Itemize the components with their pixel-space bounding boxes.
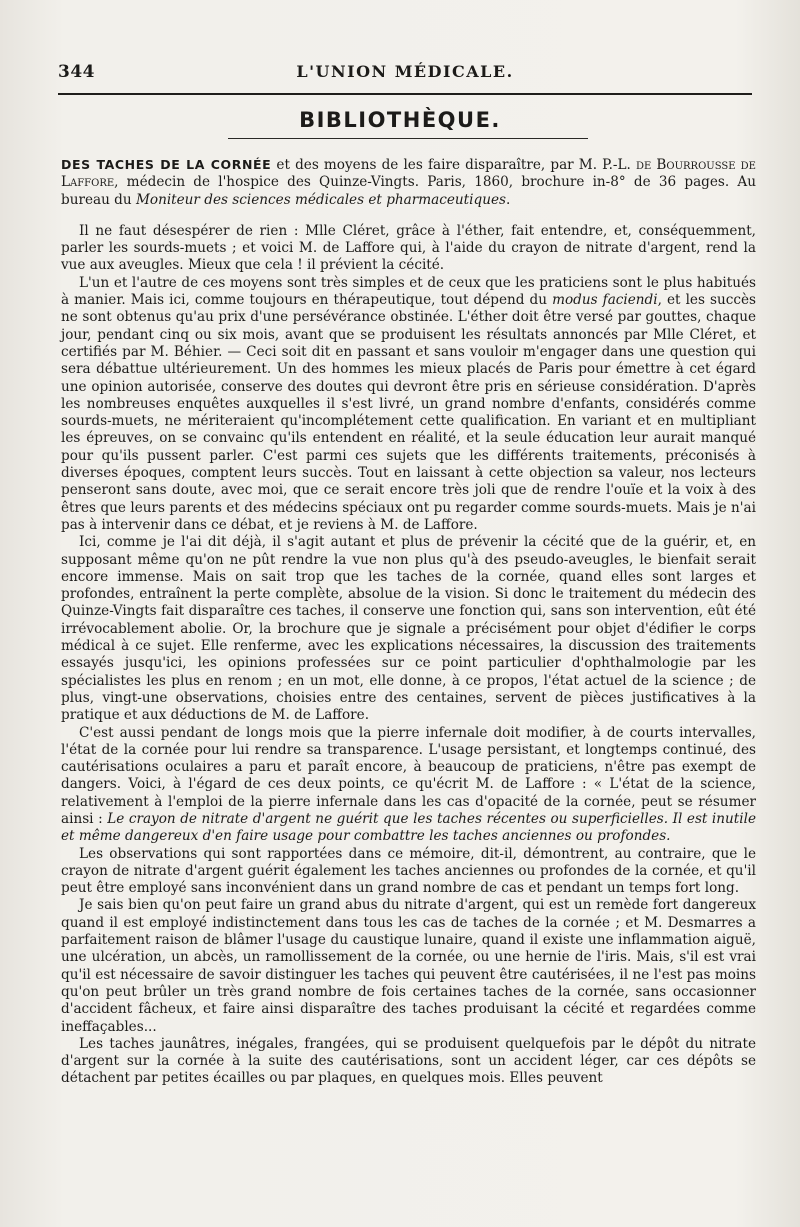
article-body <box>61 156 756 1088</box>
paragraph-text: , et les succès ne sont obtenus qu'au prix d'une persévérance obstinée. L'éther doit être versé par gouttes, chaque jour, pendant cinq ou six mois, avant que se produisent les résultats annoncés par Mlle Cléret, et certifiés par M. Béhier. — Ceci soit dit en passant et sans vouloir m'engager dans une question qui sera débattue ultérieurement. Un des hommes les mieux placés de Paris pour émettre à cet égard une opinion autorisée, conserve des doutes qui devront être pris en sérieuse considération. D'après les nombreuses enquêtes auxquelles il s'est livré, un grand nombre d'enfants, considérés comme sourds-muets, ne mériteraient qu'incomplétement cette qualification. En variant et en multipliant les épreuves, on se convainc qu'ils entendent en réalité, et la seule éducation leur aurait manqué pour qu'ils pussent parler. C'est parmi ces sujets que les différents traitements, préconisés à diverses époques, comptent leurs succès. Tout en laissant à cette objection sa valeur, nos lecteurs penseront sans doute, avec moi, que ce serait encore très joli que de rendre l'ouïe et la voix à des êtres que leurs parents et des médecins spéciaux ont pu regarder comme sourds-muets. Mais je n'ai pas à intervenir dans ce débat, et je reviens à M. de Laffore. <box>61 292 757 533</box>
paragraph: Les taches jaunâtres, inégales, frangées, qui se produisent quelquefois par le dépôt du nitrate d'argent sur la cornée à la suite des cautérisations, sont un accident léger, car ces dépôts se détachent par petites écailles ou par plaques, en quelques mois. Elles peuvent <box>61 1035 756 1087</box>
paragraph <box>61 725 756 846</box>
reference-text: et des moyens de les faire disparaître, par M. <box>271 157 603 173</box>
paragraph-text: L'un et l'autre de ces moyens sont très simples et de ceux que les praticiens sont le plus habitués à manier. Mais ici, comme toujours en thérapeutique, tout dépend du <box>61 274 756 309</box>
reference-title: DES TACHES DE LA CORNÉE <box>61 157 272 172</box>
reference-journal: Moniteur des sciences médicales et pharmaceutiques <box>135 191 506 208</box>
paragraph: Les observations qui sont rapportées dans ce mémoire, dit-il, démontrent, au contraire, que le crayon de nitrate d'argent guérit également les taches anciennes ou profondes de la cornée, et qu'il peut être employé sans inconvénient dans un grand nombre de cas et pendant un temps fort long. <box>61 845 756 897</box>
page-number: 344 <box>58 62 95 82</box>
running-head: L'UNION MÉDICALE. <box>296 62 514 81</box>
paragraph: Ici, comme je l'ai dit déjà, il s'agit autant et plus de prévenir la cécité que de la guérir, et, en supposant même qu'on ne pût rendre la vue non plus qu'à des pseudo-aveugles, le bienfait serait encore immense. Mais on sait trop que les taches de la cornée, quand elles sont larges et profondes, entraînent la perte complète, absolue de la vision. Si donc le traitement du médecin des Quinze-Vingts fait disparaître ces taches, il conserve une fonction qui, sans son intervention, eût été irrévocablement abolie. Or, la brochure que je signale a précisément pour objet d'édifier le corps médical à ce sujet. Elle renferme, avec les explications nécessaires, la discussion des traitements essayés jusqu'ici, les opinions professées sur ce point particulier d'ophthalmologie par les spécialistes les plus en renom ; en un mot, elle donne, à ce propos, l'état actuel de la science ; de plus, vingt-une observations, choisies entre des centaines, servent de pièces justificatives à la pratique et aux déductions de M. de Laffore. <box>61 534 756 724</box>
paragraph <box>61 275 756 534</box>
paragraph-text: C'est aussi pendant de longs mois que la pierre infernale doit modifier, à de courts intervalles, l'état de la cornée pour lui rendre sa transparence. L'usage persistant, et longtemps continué, des cautérisations oculaires a paru et paraît encore, à beaucoup de praticiens, n'être pas exempt de dangers. Voici, à l'égard de ces deux points, ce qu'écrit M. de Laffore : « L'état de la science, relativement à l'emploi de la pierre infernale dans les cas d'opacité de la cornée, peut se résumer ainsi : <box>61 724 756 827</box>
reference-text: , médecin de l'hospice des Quinze-Vingts. Paris, 1860, brochure in-8° de 36 pages. Au bureau du <box>61 174 756 208</box>
paragraph-italic: modus faciendi <box>552 292 658 309</box>
reference-text: . <box>505 191 511 208</box>
header-rule <box>58 93 752 95</box>
book-reference <box>61 156 756 209</box>
paragraph-italic: Le crayon de nitrate d'argent ne guérit que les taches récentes ou superficielles. Il est inutile et même dangereux d'en faire usage pour combattre les taches anciennes ou profondes. <box>61 810 756 845</box>
paragraph: Je sais bien qu'on peut faire un grand abus du nitrate d'argent, qui est un remède fort dangereux quand il est employé indistinctement dans tous les cas de taches de la cornée ; et M. Desmarres a parfaitement raison de blâmer l'usage du caustique lunaire, quand il existe une inflammation aiguë, une ulcération, un abcès, un ramollissement de la cornée, ou une hernie de l'iris. Mais, s'il est vrai qu'il est nécessaire de savoir distinguer les taches qui peuvent être cautérisées, il ne l'est pas moins qu'on peut brûler un très grand nombre de fois certaines taches de la cornée, sans occasionner d'accident fâcheux, et faire ainsi disparaître des taches produisant la cécité et regardées comme ineffaçables... <box>61 897 756 1035</box>
page-header <box>58 58 752 90</box>
paragraph: Il ne faut désespérer de rien : Mlle Cléret, grâce à l'éther, fait entendre, et, conséquemment, parler les sourds-muets ; et voici M. de Laffore qui, à l'aide du crayon de nitrate d'argent, rend la vue aux aveugles. Mieux que cela ! il prévient la cécité. <box>61 222 756 274</box>
section-title: BIBLIOTHÈQUE. <box>299 108 501 132</box>
title-rule <box>228 138 588 139</box>
reference-author: P.-L. de Bourrousse de Laffore <box>61 157 756 191</box>
